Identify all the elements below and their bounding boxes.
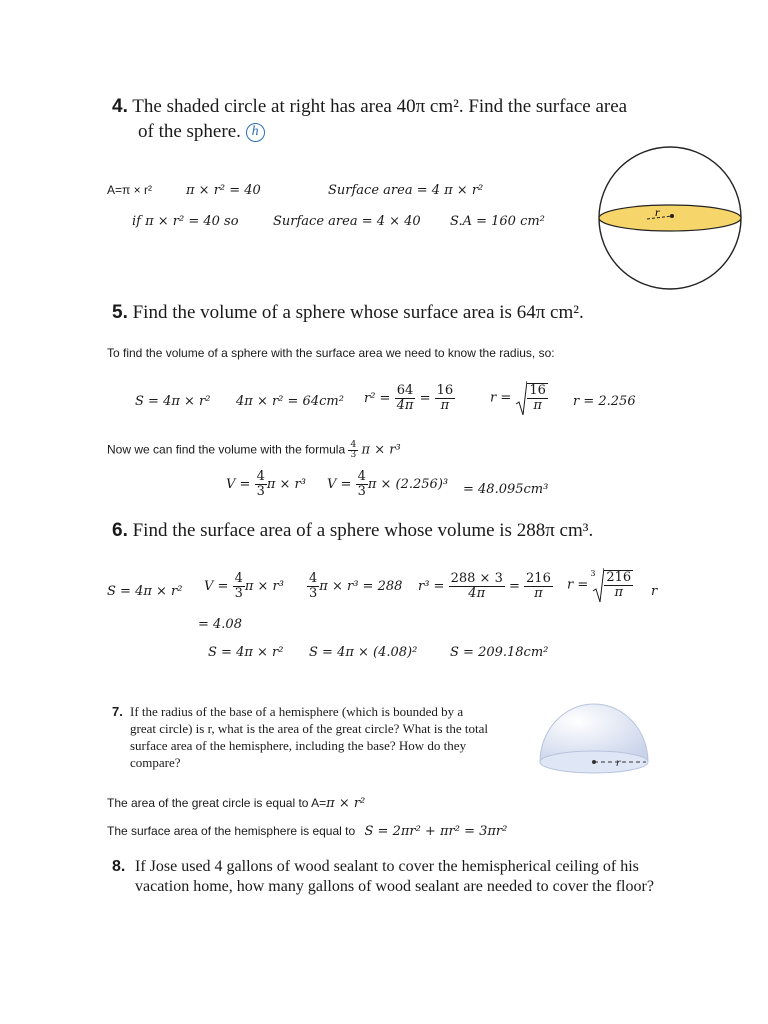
q5-vol3: = 48.095cm³ bbox=[463, 482, 549, 497]
q5-vol1 bbox=[226, 470, 306, 499]
q5-vol1-num: 4 bbox=[256, 469, 265, 484]
q7-answer2 bbox=[107, 824, 507, 839]
q5-eq3-eq: = bbox=[419, 391, 431, 406]
q7-answer1-text: The area of the great circle is equal to A= bbox=[107, 796, 327, 810]
q5-vol2 bbox=[327, 470, 448, 499]
q5-sqrt bbox=[515, 380, 548, 416]
q6-e6: r bbox=[651, 584, 658, 599]
q5-note: To find the volume of a sphere with the surface area we need to know the radius, so: bbox=[107, 346, 555, 360]
q5-eq3-f1-den: 4π bbox=[396, 398, 414, 413]
q5-eq2: 4π × r² = 64cm² bbox=[236, 394, 344, 409]
q6-e2 bbox=[204, 572, 284, 601]
q8-line1: If Jose used 4 gallons of wood sealant to cover the hemispherical ceiling of his bbox=[135, 858, 639, 875]
q4-line1: The shaded circle at right has area 40π cm². Find the surface area bbox=[132, 96, 628, 117]
q5-vol1-left: V = bbox=[226, 477, 251, 492]
q5-vol2-num: 4 bbox=[357, 469, 366, 484]
q8-number-wrap bbox=[112, 857, 125, 877]
q5-eq3 bbox=[364, 384, 455, 413]
q4-eq-a1-text: A=π × r² bbox=[107, 183, 152, 197]
q5-note2-den: 3 bbox=[350, 450, 357, 460]
q7-line: If the radius of the base of a hemisphere (which is bounded by a bbox=[130, 704, 464, 719]
q5-vol1-den: 3 bbox=[256, 484, 265, 499]
center-dot bbox=[670, 214, 674, 218]
q6-e2-left: V = bbox=[204, 579, 229, 594]
q5-eq5: r = 2.256 bbox=[573, 394, 636, 409]
q5-eq3-f2-den: π bbox=[440, 398, 450, 413]
q6-heading bbox=[112, 520, 593, 542]
q7-answer2-math: S = 2πr² + πr² = 3πr² bbox=[364, 824, 508, 839]
sqrt-sign bbox=[515, 380, 527, 416]
q5-vol2-tail: π × (2.256)³ bbox=[367, 477, 449, 492]
q6-e4-f1-num: 288 × 3 bbox=[450, 571, 503, 586]
q6-f2: S = 4π × (4.08)² bbox=[309, 645, 418, 660]
q6-e4-f1-den: 4π bbox=[468, 586, 486, 601]
q5-eq4-den: π bbox=[533, 398, 542, 413]
q4-eq-b2: Surface area = 4 × 40 bbox=[273, 214, 421, 229]
q6-e2-den: 3 bbox=[234, 586, 243, 601]
radius-label: r bbox=[655, 205, 660, 219]
hemisphere-figure bbox=[538, 700, 650, 778]
q7-line: great circle) is r, what is the area of the great circle? What is the total bbox=[130, 721, 489, 736]
q5-vol2-den: 3 bbox=[357, 484, 366, 499]
q6-e1: S = 4π × r² bbox=[107, 584, 183, 599]
q4-eq-c2: S.A = 160 cm² bbox=[450, 214, 545, 229]
q7-number: 7. bbox=[112, 704, 123, 719]
q6-e5-den: π bbox=[614, 585, 624, 600]
q5-note2 bbox=[107, 441, 401, 460]
q6-e3-num: 4 bbox=[309, 571, 318, 586]
q6-e4-f2-den: π bbox=[534, 586, 543, 601]
q6-cbrt bbox=[592, 567, 633, 603]
q4-eq-a1 bbox=[107, 183, 152, 197]
q7-number-wrap bbox=[112, 703, 123, 720]
q5-eq3-f2-num: 16 bbox=[436, 383, 454, 398]
sphere-shaded-circle bbox=[599, 205, 741, 231]
q4-eq-c1: Surface area = 4 π × r² bbox=[328, 183, 484, 198]
sphere-figure bbox=[590, 144, 750, 292]
q5-vol1-tail: π × r³ bbox=[266, 477, 306, 492]
q5-note2-tail: π × r³ bbox=[361, 442, 401, 458]
q4-line2: of the sphere. bbox=[138, 121, 241, 142]
q5-number: 5. bbox=[112, 302, 128, 323]
q8-text bbox=[135, 857, 654, 897]
q6-e7: = 4.08 bbox=[198, 617, 242, 632]
q6-e3-tail: π × r³ = 288 bbox=[319, 579, 403, 594]
q6-e2-num: 4 bbox=[234, 571, 243, 586]
q8-number: 8. bbox=[112, 858, 126, 875]
q5-note2-num: 4 bbox=[350, 440, 357, 450]
q6-number: 6. bbox=[112, 520, 128, 541]
q4-heading bbox=[112, 96, 627, 118]
q5-eq4 bbox=[490, 380, 548, 416]
q5-eq1: S = 4π × r² bbox=[135, 394, 211, 409]
q5-eq4-num: 16 bbox=[529, 383, 546, 398]
q5-eq3-f1-num: 64 bbox=[396, 383, 414, 398]
q6-e4-f2-num: 216 bbox=[526, 571, 551, 586]
q4-line2-wrap bbox=[138, 121, 265, 143]
q6-f1: S = 4π × r² bbox=[208, 645, 284, 660]
q4-eq-b1: π × r² = 40 bbox=[186, 183, 261, 198]
hint-icon[interactable]: h bbox=[246, 123, 265, 142]
q7-answer1 bbox=[107, 796, 365, 811]
q7-line: surface area of the hemisphere, including the base? How do they bbox=[130, 738, 467, 753]
q8-line2: vacation home, how many gallons of wood sealant are needed to cover the floor? bbox=[135, 878, 654, 895]
q4-number: 4. bbox=[112, 96, 128, 117]
hemisphere-radius-label: r bbox=[616, 755, 621, 769]
q7-line: compare? bbox=[130, 755, 181, 770]
q6-e5-left: r = bbox=[567, 577, 589, 593]
q6-e3 bbox=[307, 572, 402, 601]
q6-e4-left: r³ = bbox=[418, 579, 445, 594]
hemisphere-center-dot bbox=[592, 760, 596, 764]
q7-text bbox=[130, 703, 488, 771]
q5-vol2-left: V = bbox=[327, 477, 352, 492]
q5-note2-text: Now we can find the volume with the formula bbox=[107, 442, 346, 457]
q5-eq4-left: r = bbox=[490, 390, 512, 406]
q6-e4 bbox=[418, 572, 553, 601]
q6-cbrt-index: 3 bbox=[590, 569, 596, 578]
q6-e5 bbox=[567, 567, 633, 603]
q5-eq3-left: r² = bbox=[364, 391, 391, 406]
q5-heading bbox=[112, 302, 584, 324]
q6-text: Find the surface area of a sphere whose volume is 288π cm³. bbox=[132, 520, 594, 541]
q5-text: Find the volume of a sphere whose surface area is 64π cm². bbox=[132, 302, 584, 323]
q4-eq-a2: if π × r² = 40 so bbox=[132, 214, 239, 229]
q6-e2-tail: π × r³ bbox=[244, 579, 284, 594]
q6-e3-den: 3 bbox=[309, 586, 318, 601]
q6-e4-eq: = bbox=[508, 579, 520, 594]
q7-answer2-text: The surface area of the hemisphere is equal to bbox=[107, 824, 356, 838]
q6-e5-num: 216 bbox=[606, 570, 632, 585]
q6-f3: S = 209.18cm² bbox=[450, 645, 549, 660]
q7-answer1-math: π × r² bbox=[326, 796, 366, 811]
